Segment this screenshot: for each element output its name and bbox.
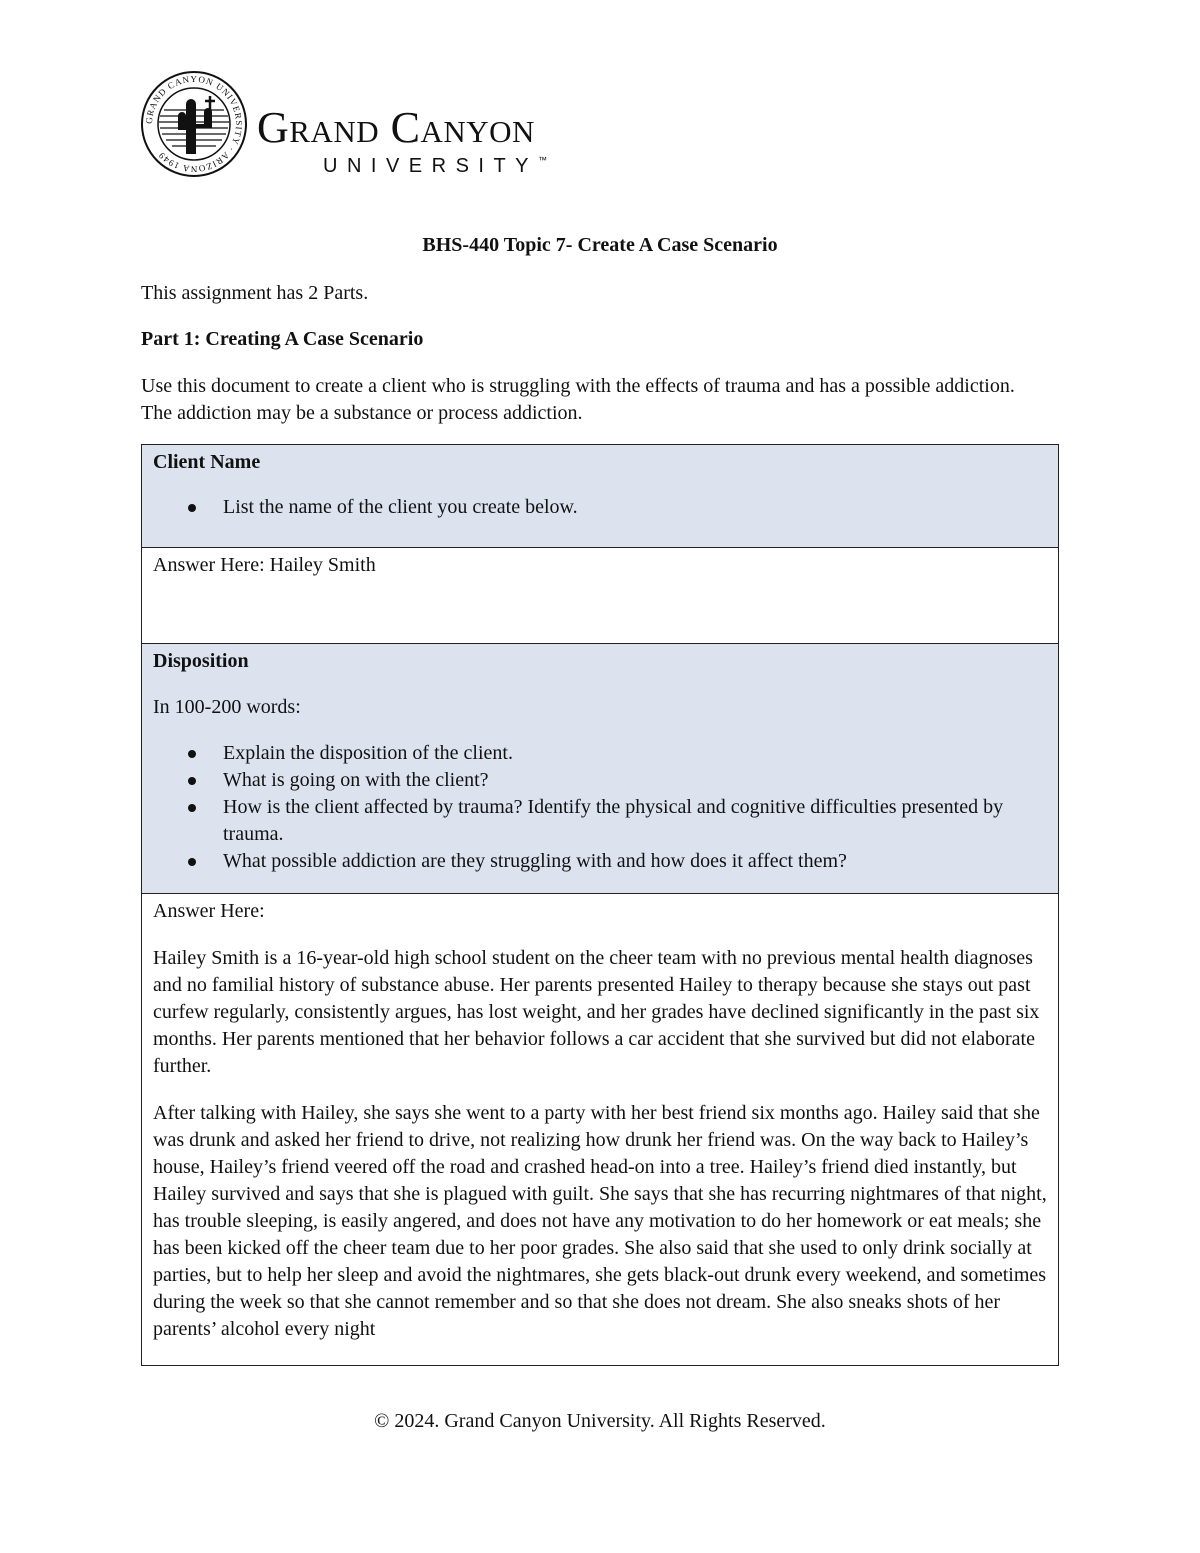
bullet-icon xyxy=(188,750,196,758)
disposition-prompt-row xyxy=(142,643,1058,893)
list-item xyxy=(153,740,1047,767)
bullet-icon xyxy=(188,777,196,785)
answer-paragraph[interactable]: Hailey Smith is a 16-year-old high school student on the cheer team with no previous mental health diagnoses and no familial history of substance abuse. Her parents presented Hailey to therapy because she stays out past curfew regularly, consistently argues, has lost weight, and her grades have declined significantly in the past six months. Her parents mentioned that her behavior follows a car accident that she survived but did not elaborate further. xyxy=(153,947,1040,1077)
list-item-text: How is the client affected by trauma? Identify the physical and cognitive difficulties presented by trauma. xyxy=(223,796,1004,845)
university-seal-icon xyxy=(140,70,248,178)
client-name-prompt-row xyxy=(142,445,1058,547)
disposition-bullet-list xyxy=(153,740,1047,875)
list-item xyxy=(153,848,1047,875)
list-item xyxy=(153,767,1047,794)
disposition-answer-label: Answer Here: xyxy=(153,900,265,922)
list-item-text: Explain the disposition of the client. xyxy=(223,742,513,764)
disposition-answer-row[interactable] xyxy=(142,893,1058,1366)
client-name-bullet-list xyxy=(153,494,1047,521)
bullet-icon xyxy=(188,858,196,866)
client-name-heading: Client Name xyxy=(153,451,261,473)
university-logo xyxy=(140,70,620,180)
answer-paragraph[interactable]: After talking with Hailey, she says she went to a party with her best friend six months ago. Hailey said that she was drunk and asked her friend to drive, not realizing how drunk her friend was. On the way back to Hailey’s house, Hailey’s friend veered off the road and crashed head-on into a tree. Hailey’s friend died instantly, but Hailey survived and says that she is plagued with guilt. She says that she has recurring nightmares of that night, has trouble sleeping, is easily angered, and does not have any motivation to do her homework or eat meals; she has been kicked off the cheer team due to her poor grades. She also said that she used to only drink socially at parties, but to help her sleep and avoid the nightmares, she gets black-out drunk every weekend, and sometimes during the week so that she cannot remember and so that she does not dream. She also sneaks shots of her parents’ alcohol every night xyxy=(153,1102,1047,1340)
assignment-intro: This assignment has 2 Parts. xyxy=(141,282,369,304)
list-item xyxy=(153,494,1047,521)
list-item-text: What is going on with the client? xyxy=(223,769,489,791)
disposition-heading: Disposition xyxy=(153,650,249,672)
part1-heading: Part 1: Creating A Case Scenario xyxy=(141,328,424,350)
case-scenario-table xyxy=(141,444,1059,1366)
logo-wordmark: Grand Canyon xyxy=(257,103,535,152)
document-title: BHS-440 Topic 7- Create A Case Scenario xyxy=(422,234,778,256)
list-item-text: List the name of the client you create below. xyxy=(223,496,578,518)
disposition-intro: In 100-200 words: xyxy=(153,696,301,718)
svg-text:GRAND CANYON UNIVERSITY · ARIZ: GRAND CANYON UNIVERSITY · ARIZONA 1949 xyxy=(143,73,245,175)
logo-subtitle-text: UNIVERSITY xyxy=(323,155,539,177)
bullet-icon xyxy=(188,804,196,812)
part1-description: Use this document to create a client who is struggling with the effects of trauma and has a possible addiction. The addiction may be a substance or process addiction. xyxy=(141,375,1015,424)
trademark-symbol: ™ xyxy=(538,155,548,165)
client-name-answer[interactable]: Answer Here: Hailey Smith xyxy=(153,554,376,576)
list-item-text: What possible addiction are they struggling with and how does it affect them? xyxy=(223,850,847,872)
bullet-icon xyxy=(188,504,196,512)
copyright-footer: © 2024. Grand Canyon University. All Rights Reserved. xyxy=(374,1410,826,1432)
client-name-answer-row[interactable] xyxy=(142,547,1058,643)
list-item xyxy=(153,794,1047,848)
logo-subtitle xyxy=(323,156,547,176)
